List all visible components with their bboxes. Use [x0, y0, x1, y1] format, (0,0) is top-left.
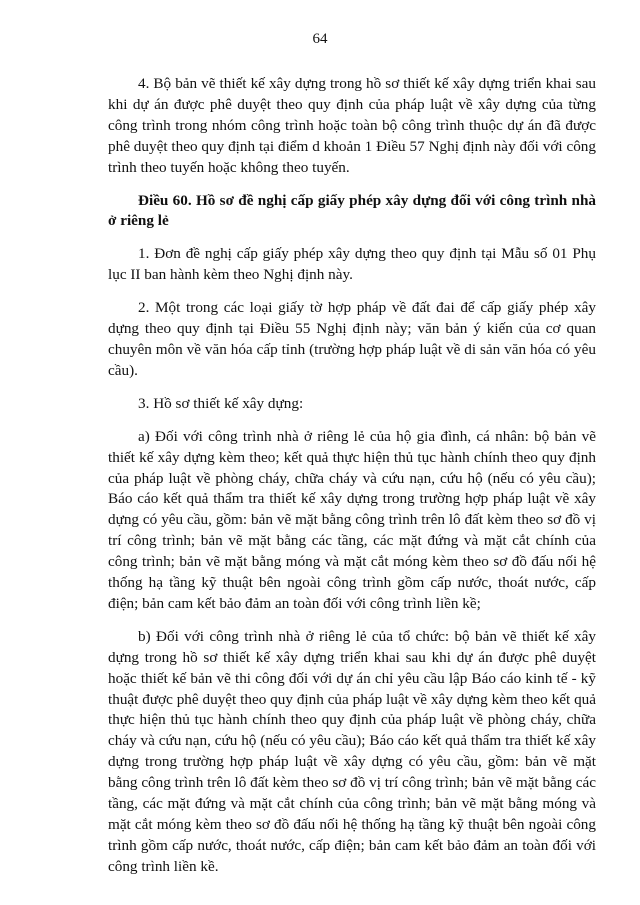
paragraph-clause-3: 3. Hồ sơ thiết kế xây dựng: [138, 394, 304, 412]
paragraph-clause-3b: b) Đối với công trình nhà ở riêng lẻ của tổ chức: bộ bản vẽ thiết kế xây dựng trong hồ sơ thiết kế xây dựng triển khai sau khi dự án được phê duyệt hoặc thiết kế bản vẽ thi công đối với dự án chỉ yêu cầu lập Báo cáo kinh tế - kỹ thuật được phê duyệt theo quy định của pháp luật về xây dựng kèm theo kết quả thực hiện thủ tục hành chính theo quy định của pháp luật về phòng cháy, chữa cháy và cứu nạn, cứu hộ (nếu có yêu cầu); Báo cáo kết quả thẩm tra thiết kế xây dựng trong trường hợp pháp luật về xây dựng có yêu cầu, gồm: bản vẽ mặt bằng công trình trên lô đất kèm theo sơ đồ vị trí công trình; bản vẽ mặt bằng các tầng, các mặt đứng và mặt cắt chính của công trình; bản vẽ mặt bằng móng và mặt cắt móng kèm theo sơ đồ đấu nối hệ thống hạ tầng kỹ thuật bên ngoài công trình gồm cấp nước, thoát nước, cấp điện; bản cam kết bảo đảm an toàn đối với công trình liền kề. [108, 627, 596, 875]
paragraph-clause-3a: a) Đối với công trình nhà ở riêng lẻ của hộ gia đình, cá nhân: bộ bản vẽ thiết kế xây dựng kèm theo; kết quả thực hiện thủ tục hành chính theo quy định của pháp luật về phòng cháy, chữa cháy và cứu nạn, cứu hộ (nếu có yêu cầu); Báo cáo kết quả thẩm tra thiết kế xây dựng trong trường hợp pháp luật về xây dựng có yêu cầu, gồm: bản vẽ mặt bằng công trình trên lô đất kèm theo sơ đồ vị trí công trình; bản vẽ mặt bằng các tầng, các mặt đứng và mặt cắt chính của công trình; bản vẽ mặt bằng móng và mặt cắt móng kèm theo sơ đồ đấu nối hệ thống hạ tầng kỹ thuật bên ngoài công trình gồm cấp nước, thoát nước, cấp điện; bản cam kết bảo đảm an toàn đối với công trình liền kề; [108, 427, 596, 612]
paragraph-clause-4: 4. Bộ bản vẽ thiết kế xây dựng trong hồ sơ thiết kế xây dựng triển khai sau khi dự án được phê duyệt theo quy định của pháp luật về xây dựng của từng công trình trong nhóm công trình hoặc toàn bộ công trình thuộc dự án đã được phê duyệt theo quy định tại điểm d khoản 1 Điều 57 Nghị định này đối với công trình theo tuyến hoặc không theo tuyến. [108, 75, 596, 176]
document-body [108, 74, 596, 890]
article-60-heading: Điều 60. Hồ sơ đề nghị cấp giấy phép xây dựng đối với công trình nhà ở riêng lẻ [108, 191, 596, 230]
paragraph-clause-1: 1. Đơn đề nghị cấp giấy phép xây dựng theo quy định tại Mẫu số 01 Phụ lục II ban hành kèm theo Nghị định này. [108, 245, 596, 284]
page-number: 64 [312, 31, 328, 47]
paragraph-clause-2: 2. Một trong các loại giấy tờ hợp pháp về đất đai để cấp giấy phép xây dựng theo quy định tại Điều 55 Nghị định này; văn bản ý kiến của cơ quan chuyên môn về văn hóa cấp tỉnh (trường hợp pháp luật về di sản văn hóa có yêu cầu). [108, 299, 596, 379]
